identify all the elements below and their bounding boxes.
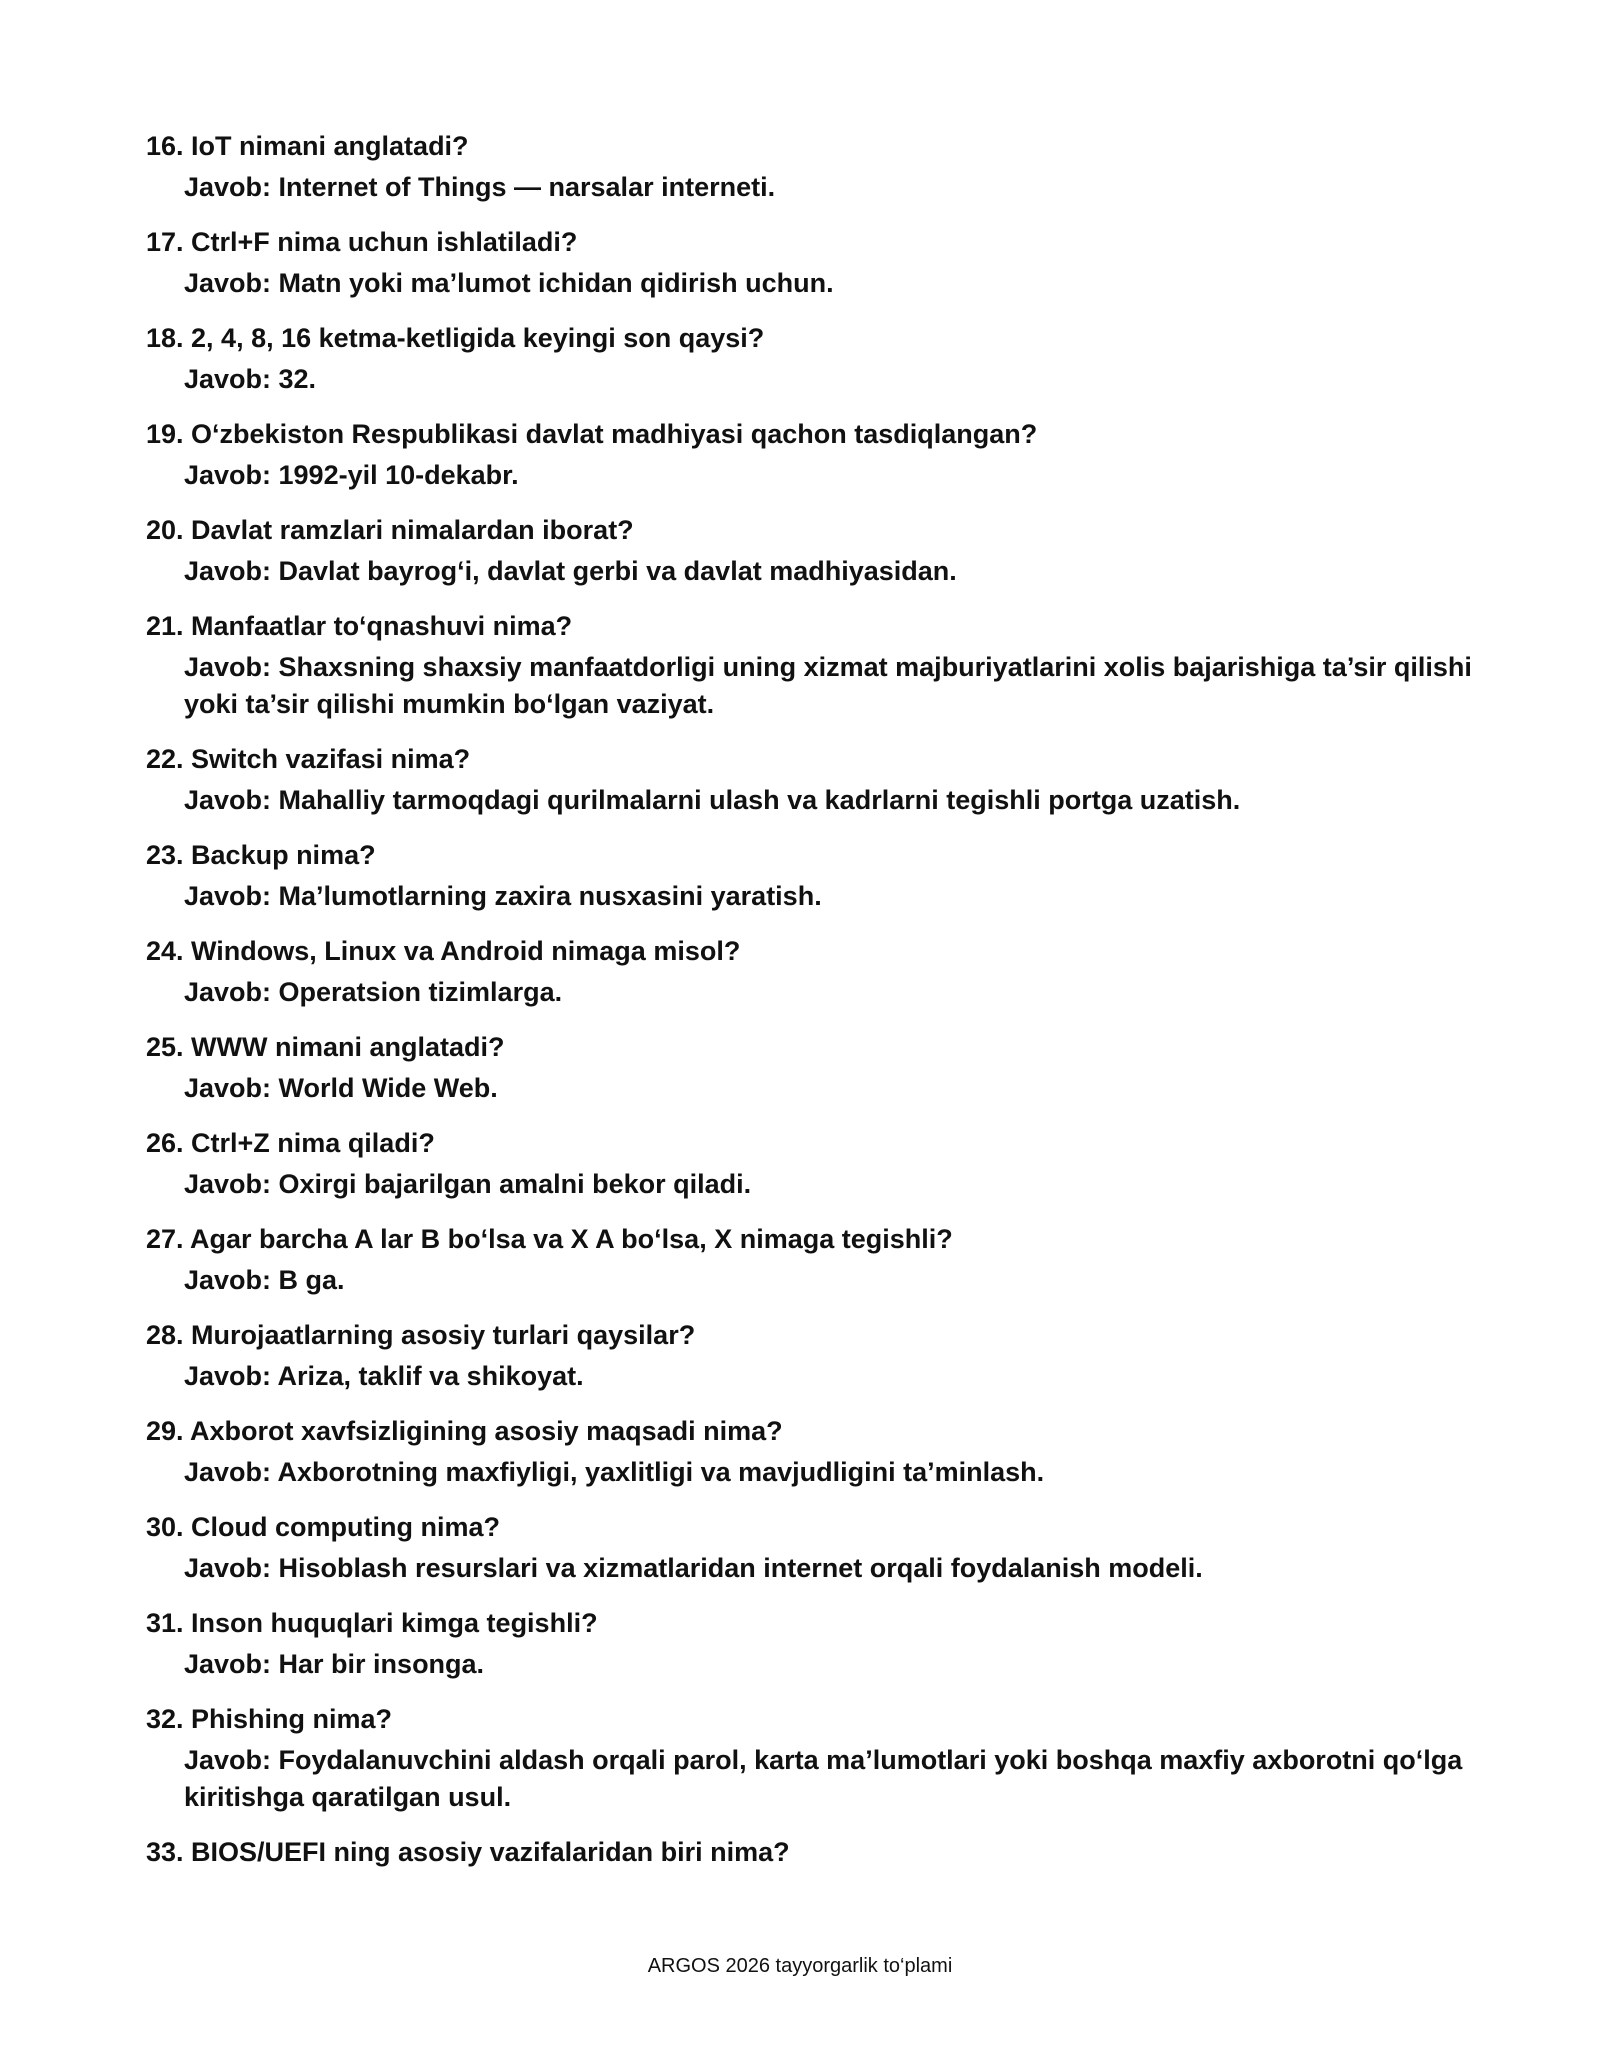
question-text: 23. Backup nima? — [146, 840, 376, 870]
answer-text: Javob: B ga. — [184, 1265, 345, 1295]
answer-text: Javob: Har bir insonga. — [184, 1649, 485, 1679]
question-text: 24. Windows, Linux va Android nimaga misol? — [146, 936, 741, 966]
qa-item-16 — [146, 127, 1486, 206]
answer-text: Javob: Matn yoki ma’lumot ichidan qidirish uchun. — [184, 268, 834, 298]
answer-text: Javob: Internet of Things — narsalar interneti. — [184, 172, 776, 202]
qa-item-28 — [146, 1316, 1486, 1395]
qa-item-21 — [146, 607, 1486, 723]
qa-item-33 — [146, 1833, 1486, 1871]
qa-item-19 — [146, 415, 1486, 494]
answer-text: Javob: Oxirgi bajarilgan amalni bekor qiladi. — [184, 1169, 752, 1199]
answer-text: Javob: World Wide Web. — [184, 1073, 498, 1103]
qa-item-17 — [146, 223, 1486, 302]
qa-item-25 — [146, 1028, 1486, 1107]
answer-text: Javob: Hisoblash resurslari va xizmatlaridan internet orqali foydalanish modeli. — [184, 1553, 1203, 1583]
qa-item-30 — [146, 1508, 1486, 1587]
page-footer: ARGOS 2026 tayyorgarlik to‘plami — [647, 1955, 953, 1977]
answer-text: Javob: Operatsion tizimlarga. — [184, 977, 563, 1007]
question-text: 26. Ctrl+Z nima qiladi? — [146, 1128, 435, 1158]
qa-item-31 — [146, 1604, 1486, 1683]
question-text: 29. Axborot xavfsizligining asosiy maqsadi nima? — [146, 1416, 783, 1446]
question-text: 18. 2, 4, 8, 16 ketma-ketligida keyingi son qaysi? — [146, 323, 765, 353]
question-text: 33. BIOS/UEFI ning asosiy vazifalaridan biri nima? — [146, 1837, 790, 1867]
qa-item-29 — [146, 1412, 1486, 1491]
answer-text: Javob: 1992-yil 10-dekabr. — [184, 460, 519, 490]
qa-item-20 — [146, 511, 1486, 590]
qa-item-32 — [146, 1700, 1486, 1816]
question-text: 27. Agar barcha A lar B bo‘lsa va X A bo‘lsa, X nimaga tegishli? — [146, 1224, 953, 1254]
qa-item-23 — [146, 836, 1486, 915]
qa-item-18 — [146, 319, 1486, 398]
answer-text: Javob: Foydalanuvchini aldash orqali parol, karta ma’lumotlari yoki boshqa maxfiy axborotni qo‘lga kiritishga qaratilgan usul. — [184, 1745, 1463, 1812]
question-text: 30. Cloud computing nima? — [146, 1512, 501, 1542]
question-text: 21. Manfaatlar to‘qnashuvi nima? — [146, 611, 573, 641]
qa-item-24 — [146, 932, 1486, 1011]
question-text: 31. Inson huquqlari kimga tegishli? — [146, 1608, 598, 1638]
answer-text: Javob: 32. — [184, 364, 317, 394]
question-text: 17. Ctrl+F nima uchun ishlatiladi? — [146, 227, 578, 257]
qa-item-22 — [146, 740, 1486, 819]
qa-list — [146, 127, 1486, 1888]
qa-item-27 — [146, 1220, 1486, 1299]
question-text: 22. Switch vazifasi nima? — [146, 744, 471, 774]
answer-text: Javob: Davlat bayrog‘i, davlat gerbi va davlat madhiyasidan. — [184, 556, 957, 586]
question-text: 19. O‘zbekiston Respublikasi davlat madhiyasi qachon tasdiqlangan? — [146, 419, 1038, 449]
question-text: 20. Davlat ramzlari nimalardan iborat? — [146, 515, 634, 545]
question-text: 16. IoT nimani anglatadi? — [146, 131, 469, 161]
qa-item-26 — [146, 1124, 1486, 1203]
answer-text: Javob: Shaxsning shaxsiy manfaatdorligi uning xizmat majburiyatlarini xolis bajarishiga ta’sir qilishi yoki ta’sir qilishi mumkin bo‘lgan vaziyat. — [184, 652, 1472, 719]
question-text: 28. Murojaatlarning asosiy turlari qaysilar? — [146, 1320, 696, 1350]
answer-text: Javob: Ariza, taklif va shikoyat. — [184, 1361, 584, 1391]
question-text: 32. Phishing nima? — [146, 1704, 393, 1734]
answer-text: Javob: Ma’lumotlarning zaxira nusxasini yaratish. — [184, 881, 822, 911]
answer-text: Javob: Mahalliy tarmoqdagi qurilmalarni ulash va kadrlarni tegishli portga uzatish. — [184, 785, 1241, 815]
answer-text: Javob: Axborotning maxfiyligi, yaxlitligi va mavjudligini ta’minlash. — [184, 1457, 1045, 1487]
question-text: 25. WWW nimani anglatadi? — [146, 1032, 505, 1062]
